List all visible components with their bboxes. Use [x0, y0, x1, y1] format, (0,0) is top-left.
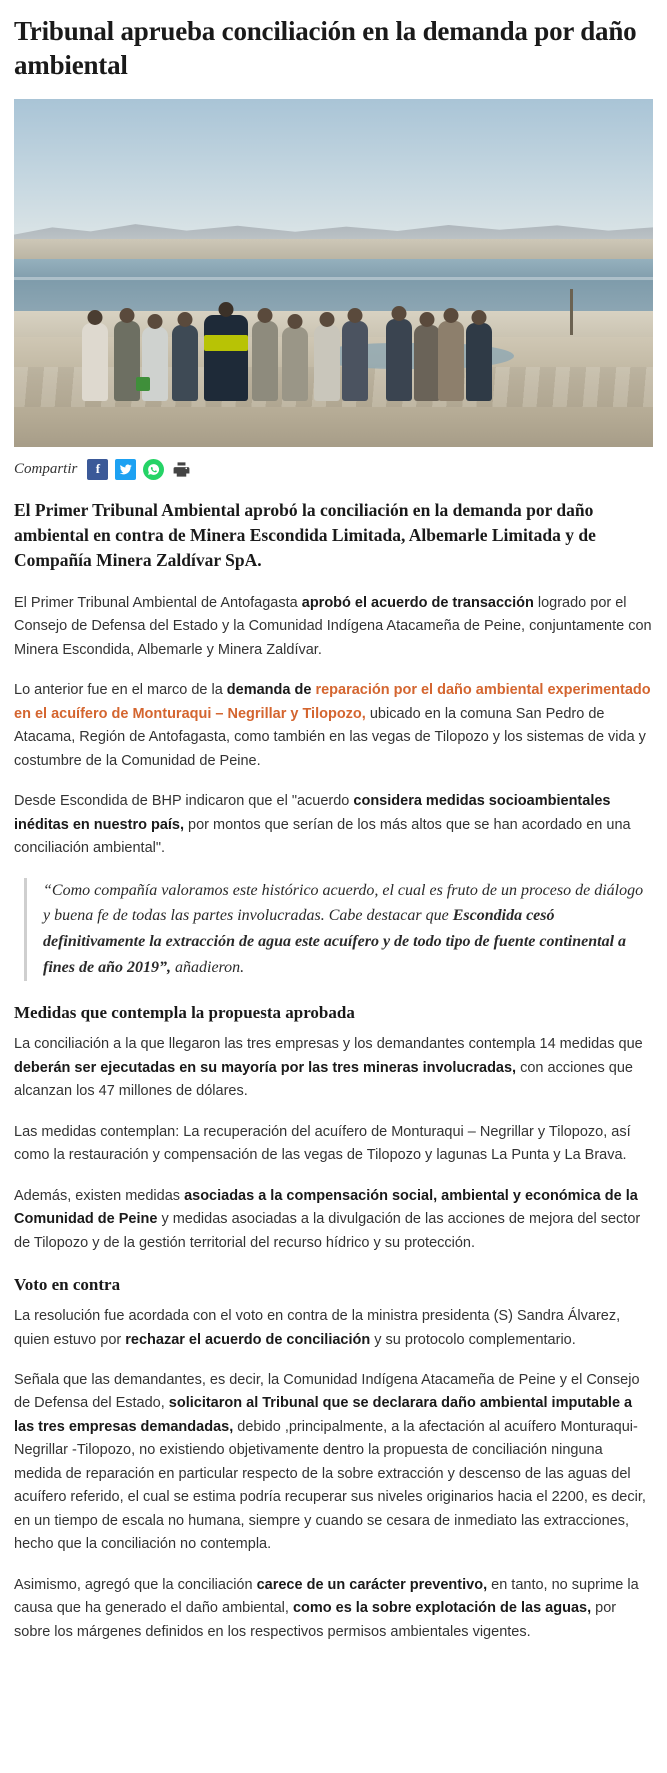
p1-part-c: logrado por el Consejo de Defensa del Estado y la Comunidad Indígena Atacameña de Peine, conjuntamente con Minera Escondida, Albemarle y Minera Zaldívar.	[14, 594, 652, 658]
p8-part-c: debido ,principalmente, a la afectación al acuífero Monturaqui-Negrillar -Tilopozo, no existiendo objetivamente dentro la propuesta de conciliación ninguna medida de reparación en particular respecto de la sobre extracción y descenso de las aguas del acuífero referido, el cual se estima podría recuperar sus niveles originarios hacia el 2200, es decir, en un tiempo de escala no humana, siempre y cuando se cesara de inmediato las extracciones, hecho que la conciliación no contempla.	[14, 1418, 646, 1553]
photo-person	[172, 325, 198, 401]
photo-lagoon	[14, 259, 653, 315]
paragraph-9	[14, 1574, 653, 1644]
share-label: Compartir	[14, 460, 78, 477]
p1-part-b: aprobó el acuerdo de transacción	[301, 594, 534, 611]
p9-part-e: por sobre los márgenes definidos en los respectivos permisos ambientales vigentes.	[14, 1600, 617, 1640]
photo-vest	[204, 335, 248, 351]
p9-part-b: carece de un carácter preventivo,	[256, 1576, 488, 1593]
p9-part-d: como es la sobre explotación de las aguas,	[292, 1600, 592, 1617]
page-title: Tribunal aprueba conciliación en la demanda por daño ambiental	[14, 16, 637, 81]
photo-person	[414, 325, 440, 401]
p6-part-c: y medidas asociadas a la divulgación de las acciones de mejora del sector de Tilopozo y de la gestión territorial del recurso hídrico y su protección.	[14, 1211, 641, 1251]
article-lede: El Primer Tribunal Ambiental aprobó la conciliación en la demanda por daño ambiental en contra de Minera Escondida Limitada, Albemarle Limitada y de Compañía Minera Zaldívar SpA.	[14, 499, 596, 571]
hero-image	[14, 99, 653, 447]
p4-part-c: con acciones que alcanzan los 47 millones de dólares.	[14, 1059, 633, 1100]
photo-far-bank	[14, 239, 653, 261]
p9-part-c: en tanto, no suprime la causa que ha generado el daño ambiental,	[14, 1576, 639, 1617]
photo-person	[252, 321, 278, 401]
photo-person	[342, 321, 368, 401]
p6-part-a: Además, existen medidas	[14, 1187, 185, 1204]
photo-sky	[14, 99, 653, 239]
paragraph-5: Las medidas contemplan: La recuperación del acuífero de Monturaqui – Negrillar y Tilopozo, así como la restauración y compensación de las vegas de Tilopozo y lagunas La Punta y La Brava.	[14, 1123, 631, 1164]
photo-person	[466, 323, 492, 401]
p1-part-a: El Primer Tribunal Ambiental de Antofagasta	[14, 594, 302, 611]
paragraph-1	[14, 592, 653, 662]
quote-part-b: Escondida cesó definitivamente la extracción de agua este acuífero y de todo tipo de fuente continental a fines de año 2019”,	[43, 907, 627, 977]
photo-bag	[136, 377, 150, 391]
p7-part-a: La resolución fue acordada con el voto en contra de la ministra presidenta (S) Sandra Álvarez, quien estuvo por	[14, 1308, 621, 1348]
quote-part-a: “Como compañía valoramos este histórico acuerdo, el cual es fruto de un proceso de diálogo y buena fe de todas las partes involucradas. Cabe destacar que	[43, 881, 644, 925]
p3-part-b: considera medidas socioambientales inéditas en nuestro país,	[14, 793, 611, 833]
paragraph-6	[14, 1185, 653, 1255]
photo-person	[314, 325, 340, 401]
p7-part-b: rechazar el acuerdo de conciliación	[125, 1331, 371, 1348]
paragraph-8	[14, 1369, 653, 1557]
whatsapp-icon[interactable]	[143, 459, 164, 480]
paragraph-2	[14, 679, 653, 773]
photo-person	[282, 327, 308, 401]
p2-part-d: ubicado en la comuna San Pedro de Atacama, Región de Antofagasta, como también en las vegas de Tilopozo y los sistemas de vida y costumbre de la Comunidad de Peine.	[14, 705, 646, 769]
photo-person	[438, 321, 464, 401]
p4-part-b: deberán ser ejecutadas en su mayoría por las tres mineras involucradas,	[14, 1059, 517, 1076]
p8-part-b: solicitaron al Tribunal que se declarara daño ambiental imputable a las tres empresas demandadas,	[14, 1395, 633, 1435]
p3-part-c: por montos que serían de los más altos que se han acordado en una conciliación ambiental".	[14, 816, 631, 857]
photo-person	[204, 315, 248, 401]
p8-part-a: Señala que las demandantes, es decir, la Comunidad Indígena Atacameña de Peine y el Consejo de Defensa del Estado,	[14, 1372, 640, 1412]
p4-part-a: La conciliación a la que llegaron las tres empresas y los demandantes contempla 14 medidas que	[14, 1036, 643, 1053]
p3-part-a: Desde Escondida de BHP indicaron que el "acuerdo	[14, 793, 354, 810]
photo-person	[82, 323, 108, 401]
p2-part-b: demanda de	[226, 682, 316, 699]
photo-pole	[570, 289, 573, 335]
p2-highlight: reparación por el daño ambiental experimentado en el acuífero de Monturaqui – Negrillar y Tilopozo,	[14, 682, 651, 722]
subheading-measures: Medidas que contempla la propuesta aprobada	[14, 1003, 355, 1023]
paragraph-3	[14, 790, 653, 860]
p7-part-c: y su protocolo complementario.	[370, 1331, 576, 1348]
facebook-icon[interactable]: f	[87, 459, 108, 480]
p2-part-a: Lo anterior fue en el marco de la	[14, 682, 227, 699]
p9-part-a: Asimismo, agregó que la conciliación	[14, 1576, 257, 1593]
share-bar	[14, 459, 653, 480]
print-icon[interactable]	[171, 459, 192, 480]
quote-part-c: añadieron.	[171, 959, 245, 977]
photo-person	[386, 319, 412, 401]
pull-quote	[24, 878, 653, 982]
paragraph-7	[14, 1305, 653, 1352]
p6-part-b: asociadas a la compensación social, ambiental y económica de la Comunidad de Peine	[14, 1187, 638, 1228]
twitter-icon[interactable]	[115, 459, 136, 480]
paragraph-4	[14, 1033, 653, 1103]
subheading-dissent: Voto en contra	[14, 1275, 121, 1295]
